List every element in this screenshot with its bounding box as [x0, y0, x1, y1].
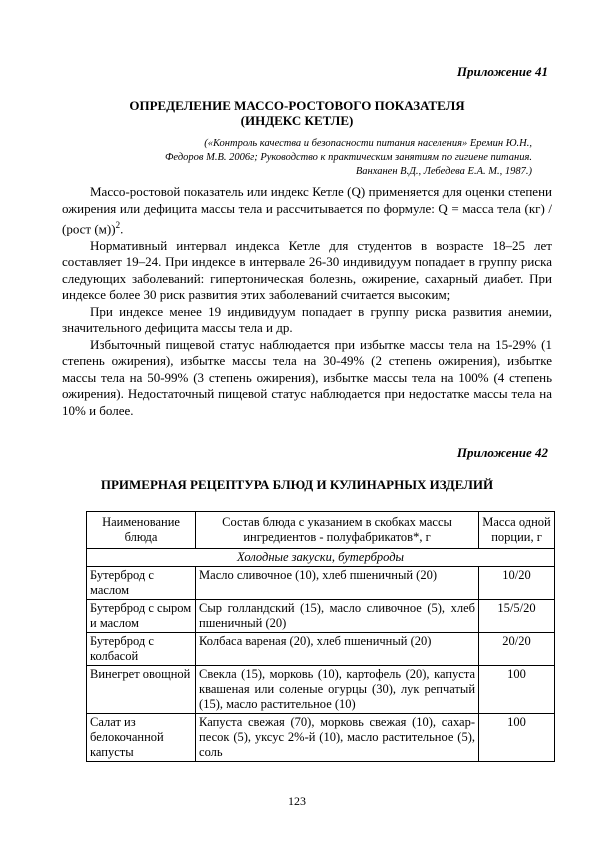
section-cold-appetizers: Холодные закуски, бутерброды	[87, 549, 555, 567]
section-title-line-1: ОПРЕДЕЛЕНИЕ МАССО-РОСТОВОГО ПОКАЗАТЕЛЯ	[129, 98, 465, 113]
paragraph-normal-range: Нормативный интервал индекса Кетле для студентов в возрасте 18–25 лет составляет 19–24. При индексе в интервале 26-30 индивидуум попадает в группу риска следующих заболеваний: гипертоническая болезнь, ожирение, сахарный диабет. При индексе более 30 риск развития этих заболеваний считается высоким;	[62, 237, 552, 303]
superscript: 2	[115, 220, 121, 230]
cell-dish-name: Бутерброд с колбасой	[87, 633, 196, 666]
column-header-portion-mass: Масса одной порции, г	[479, 512, 555, 549]
appendix-42-label: Приложение 42	[456, 445, 548, 460]
source-citation-line: Федоров М.В. 2006г; Руководство к практическим занятиям по гигиене питания.	[164, 152, 532, 163]
column-header-dish-name: Наименование блюда	[87, 512, 196, 549]
section-title-line-2: (ИНДЕКС КЕТЛЕ)	[240, 113, 354, 128]
source-citation-line: («Контроль качества и безопасности питания населения» Еремин Ю.Н.,	[204, 138, 532, 149]
recipes-title: ПРИМЕРНАЯ РЕЦЕПТУРА БЛЮД И КУЛИНАРНЫХ ИЗДЕЛИЙ	[100, 477, 494, 492]
recipes-table	[86, 511, 555, 762]
cell-portion-mass: 20/20	[479, 633, 555, 666]
cell-portion-mass: 10/20	[479, 567, 555, 600]
cell-portion-mass: 100	[479, 714, 555, 762]
cell-composition: Колбаса вареная (20), хлеб пшеничный (20)	[196, 633, 479, 666]
body-text	[62, 184, 552, 419]
cell-dish-name: Бутерброд с маслом	[87, 567, 196, 600]
cell-composition: Сыр голландский (15), масло сливочное (5), хлеб пшеничный (20)	[196, 600, 479, 633]
table-header-row	[87, 512, 555, 549]
table-row	[87, 666, 555, 714]
table-row	[87, 600, 555, 633]
cell-composition: Капуста свежая (70), морковь свежая (10), сахар-песок (5), уксус 2%-й (10), масло растительное (5), соль	[196, 714, 479, 762]
cell-dish-name: Бутерброд с сыром и маслом	[87, 600, 196, 633]
table-row	[87, 714, 555, 762]
cell-portion-mass: 15/5/20	[479, 600, 555, 633]
cell-dish-name: Салат из белокочанной капусты	[87, 714, 196, 762]
page-number: 123	[288, 794, 306, 808]
paragraph-underweight: При индексе менее 19 индивидуум попадает в группу риска развития анемии, значительного дефицита массы тела и др.	[62, 303, 552, 336]
table-row	[87, 633, 555, 666]
punctuation: .	[120, 221, 124, 237]
table-section-row	[87, 549, 555, 567]
cell-composition: Свекла (15), морковь (10), картофель (20), капуста квашеная или соленые огурцы (30), лук репчатый (15), масло растительное (10)	[196, 666, 479, 714]
cell-composition: Масло сливочное (10), хлеб пшеничный (20)	[196, 567, 479, 600]
column-header-composition: Состав блюда с указанием в скобках массы ингредиентов - полуфабрикатов*, г	[196, 512, 479, 549]
paragraph-overweight: Избыточный пищевой статус наблюдается при избытке массы тела на 15-29% (1 степень ожирения), избытке массы тела на 30-49% (2 степень ожирения), избытке массы тела на 50-99% (3 степень ожирения), избытке массы тела на 100% (4 степень ожирения). Недостаточный пищевой статус наблюдается при недостатке массы тела на 10% и более.	[62, 336, 552, 418]
paragraph-quetelet-formula	[62, 184, 552, 238]
paragraph-text: Массо-ростовой показатель или индекс Кетле (Q) применяется для оценки степени ожирения или дефицита массы тела и рассчитывается по формуле: Q = масса тела (кг) / (рост (м))	[62, 184, 552, 237]
cell-portion-mass: 100	[479, 666, 555, 714]
cell-dish-name: Винегрет овощной	[87, 666, 196, 714]
appendix-41-label: Приложение 41	[456, 64, 548, 79]
source-citation-line: Ванханен В.Д., Лебедева Е.А. М., 1987.)	[355, 166, 532, 177]
table-row	[87, 567, 555, 600]
